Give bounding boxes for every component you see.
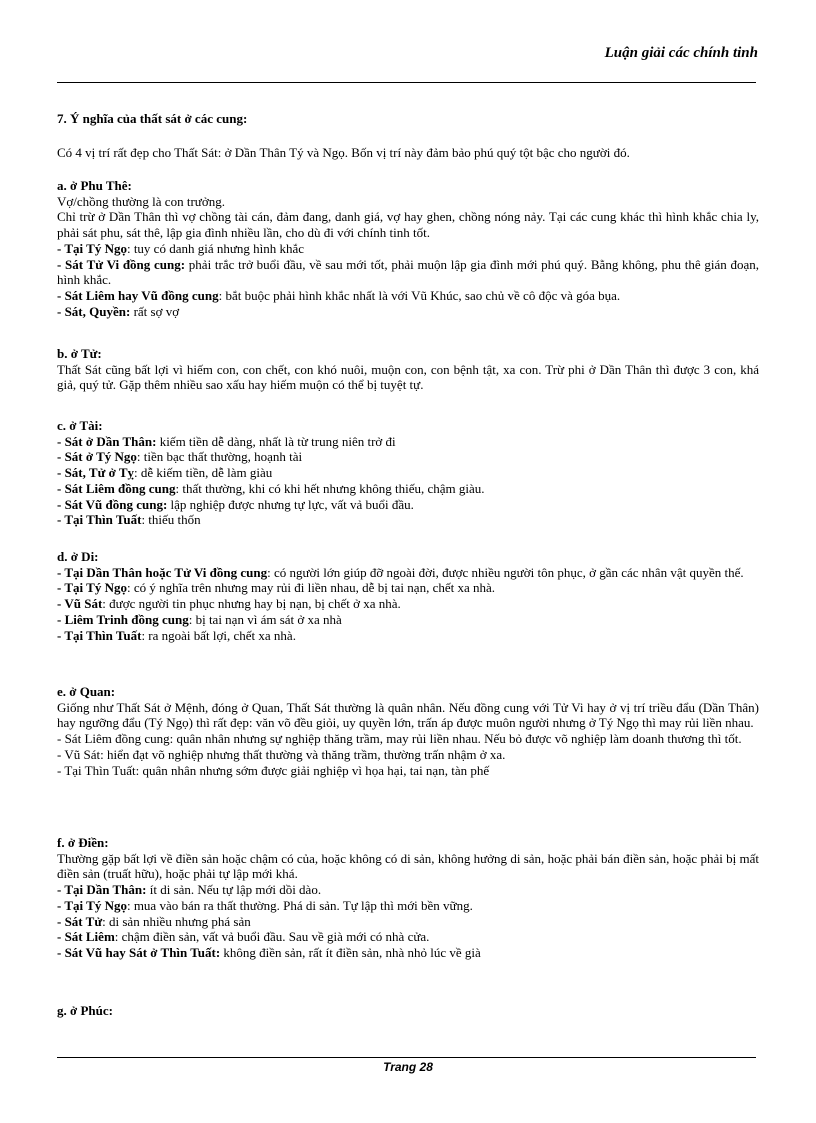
list-item: - Sát Tử: di sản nhiều nhưng phá sản — [57, 913, 251, 929]
paragraph: Giống như Thất Sát ở Mệnh, đóng ở Quan, Thất Sát thường là quân nhân. Nếu đồng cung với Tử Vi hay ở vị trí triều đẩu (Dần Thân) hay ngưỡng đẩu (Tý Ngọ) thì rất đẹp: văn võ đều giỏi, uy quyền lớn, trấn áp được muôn người nhưng ở Tý Ngọ thì may rủi liền nhau. — [57, 699, 759, 731]
list-item: - Tại Dần Thân hoặc Tử Vi đồng cung: có người lớn giúp đỡ ngoài đời, được nhiều người tôn phục, ở gần các nhân vật quyền thế. — [57, 564, 744, 580]
list-item: - Sát Liêm đồng cung: thất thường, khi có khi hết nhưng không thiếu, chậm giàu. — [57, 480, 485, 496]
section-quan — [57, 684, 759, 778]
list-item: - Sát Vũ hay Sát ở Thìn Tuất: không điền sản, rất ít điền sản, nhà nhỏ lúc về già — [57, 944, 481, 960]
list-item: - Sát ở Tý Ngọ: tiền bạc thất thường, hoạnh tài — [57, 449, 303, 465]
list-item: - Sát Liêm: chậm điền sản, vất vả buổi đầu. Sau về già mới có nhà cửa. — [57, 929, 430, 945]
list-item: - Sát ở Dần Thân: kiếm tiền dễ dàng, nhất là từ trung niên trở đi — [57, 433, 396, 449]
list-item: - Tại Dần Thân: ít di sản. Nếu tự lập mới dồi dào. — [57, 882, 322, 898]
list-item: - Sát, Tử ở Tỵ: dễ kiếm tiền, dễ làm giàu — [57, 465, 273, 481]
paragraph: Thất Sát cũng bất lợi vì hiếm con, con chết, con khó nuôi, muộn con, con bệnh tật, xa con. Trừ phi ở Dần Thân thì được 3 con, khá giả, quý tử. Gặp thêm nhiều sao xấu hay hiếm muộn có thể bị tuyệt tự. — [57, 361, 759, 393]
list-item: - Tại Tý Ngọ: mua vào bán ra thất thường. Phá di sản. Tự lập thì mới bền vững. — [57, 897, 473, 913]
section-phuc-title: g. ở Phúc: — [57, 1003, 113, 1018]
list-item: - Tại Thìn Tuất: ra ngoài bất lợi, chết xa nhà. — [57, 627, 296, 643]
paragraph: - Sát Liêm đồng cung: quân nhân nhưng sự nghiệp thăng trầm, may rủi liền nhau. Nếu bỏ được võ nghiệp làm doanh thương thì tốt. — [57, 731, 742, 747]
section-title: c. ở Tài: — [57, 418, 103, 433]
section-tai — [57, 418, 759, 528]
paragraph: - Vũ Sát: hiển đạt võ nghiệp nhưng thất thường và thăng trầm, thường trấn nhậm ở xa. — [57, 746, 506, 762]
page-number: Trang 28 — [383, 1060, 433, 1074]
paragraph: Chỉ trừ ở Dần Thân thì vợ chồng tài cán, đảm đang, danh giá, vợ hay ghen, chồng nóng nảy. Tại các cung khác thì hình khắc chia ly, phải sát phu, sát thê, lập gia đình nhiều lần, cho dù đi với chính tinh tốt. — [57, 209, 759, 241]
section-title: f. ở Điền: — [57, 835, 109, 850]
section-dien — [57, 835, 759, 961]
list-item: - Tại Tý Ngọ: tuy có danh giá nhưng hình khắc — [57, 240, 305, 256]
paragraph: Vợ/chồng thường là con trưởng. — [57, 193, 225, 209]
paragraph: - Tại Thìn Tuất: quân nhân nhưng sớm được giải nghiệp vì họa hại, tai nạn, tàn phế — [57, 762, 490, 778]
list-item: - Vũ Sát: được người tin phục nhưng hay bị nạn, bị chết ở xa nhà. — [57, 596, 401, 612]
section-phu-the — [57, 178, 759, 319]
intro-paragraph: Có 4 vị trí rất đẹp cho Thất Sát: ở Dần Thân Tý và Ngọ. Bốn vị trí này đảm bảo phú quý tột bậc cho người đó. — [57, 145, 630, 160]
section-title: b. ở Tử: — [57, 346, 102, 361]
list-item: - Sát Vũ đồng cung: lập nghiệp được nhưng tự lực, vất vả buổi đầu. — [57, 496, 414, 512]
page-header-title: Luận giải các chính tinh — [604, 45, 758, 61]
footer-divider — [57, 1057, 756, 1058]
section-title: a. ở Phu Thê: — [57, 178, 132, 193]
paragraph: Thường gặp bất lợi về điền sản hoặc chậm có của, hoặc không có di sản, không hưởng di sản, hoặc phải bán điền sản, hoặc phải bị mất điền sản (truất hữu), hoặc phải tự lập mới khá. — [57, 850, 759, 882]
list-item: - Sát, Quyền: rất sợ vợ — [57, 303, 180, 319]
section-title: d. ở Di: — [57, 549, 99, 564]
list-item: - Sát Tử Vi đồng cung: phải trắc trở buổi đầu, về sau mới tốt, phải muộn lập gia đình mới phú quý. Bằng không, phu thê gián đoạn, hình khắc. — [57, 256, 759, 288]
section-tu — [57, 346, 759, 393]
list-item: - Liêm Trinh đồng cung: bị tai nạn vì ám sát ở xa nhà — [57, 611, 342, 627]
section-di — [57, 549, 759, 643]
list-item: - Sát Liêm hay Vũ đồng cung: bắt buộc phải hình khắc nhất là với Vũ Khúc, sao chủ về cô độc và góa bụa. — [57, 287, 621, 303]
list-item: - Tại Tý Ngọ: có ý nghĩa trên nhưng may rủi đi liền nhau, dễ bị tai nạn, chết xa nhà. — [57, 580, 496, 596]
main-title: 7. Ý nghĩa của thất sát ở các cung: — [57, 111, 248, 126]
section-title: e. ở Quan: — [57, 684, 116, 699]
header-divider — [57, 82, 756, 83]
list-item: - Tại Thìn Tuất: thiếu thốn — [57, 512, 201, 528]
